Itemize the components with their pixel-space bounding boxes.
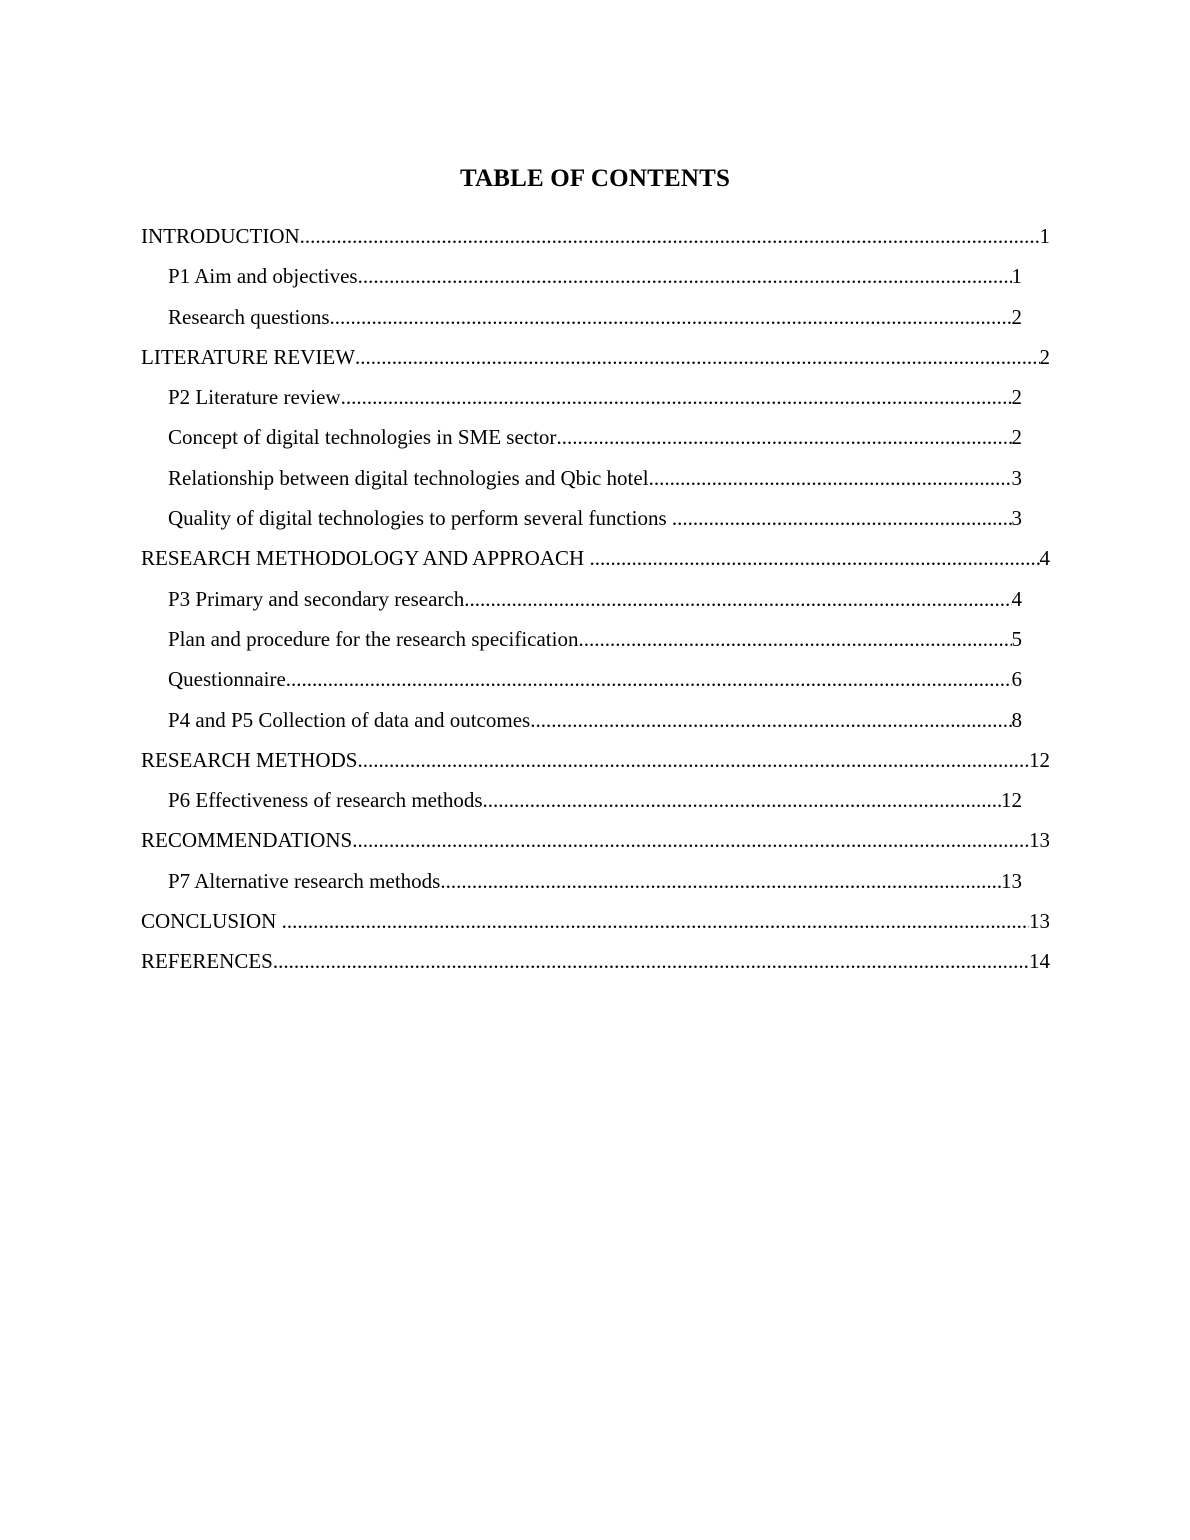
toc-entry-label: Relationship between digital technologies and Qbic hotel	[168, 465, 649, 490]
toc-entry-page: 3	[1011, 465, 1022, 490]
toc-entry[interactable]	[141, 216, 1050, 256]
toc-entry-label: P1 Aim and objectives	[168, 264, 358, 289]
toc-entry-label: P4 and P5 Collection of data and outcomes	[168, 707, 531, 732]
toc-entry[interactable]	[168, 256, 1022, 296]
toc-entry-label: RECOMMENDATIONS	[141, 828, 353, 853]
toc-leader-dots	[578, 619, 1011, 659]
toc-entry-label: P2 Literature review	[168, 385, 341, 410]
toc-entry[interactable]	[168, 417, 1022, 457]
toc-entry[interactable]	[141, 538, 1050, 578]
toc-entry[interactable]	[141, 820, 1050, 860]
toc-entry-page: 5	[1011, 626, 1022, 651]
toc-entry-page: 2	[1039, 344, 1050, 369]
toc-entry-label: Research questions	[168, 304, 330, 329]
toc-entry-label: RESEARCH METHODS	[141, 747, 358, 772]
toc-entry-label: REFERENCES	[141, 949, 273, 974]
toc-leader-dots	[352, 820, 1029, 860]
toc-leader-dots	[464, 579, 1011, 619]
toc-entry-page: 13	[1001, 868, 1022, 893]
toc-entry-label: INTRODUCTION	[141, 224, 300, 248]
toc-entry-page: 13	[1029, 909, 1050, 934]
toc-list	[141, 216, 1051, 982]
toc-entry[interactable]	[141, 337, 1050, 377]
toc-entry-label: Questionnaire	[168, 667, 286, 692]
toc-entry-page: 1	[1039, 224, 1050, 248]
toc-leader-dots	[649, 458, 1012, 498]
toc-entry-page: 4	[1011, 586, 1022, 611]
toc-entry-label: LITERATURE REVIEW	[141, 344, 356, 369]
toc-leader-dots	[341, 377, 1012, 417]
toc-leader-dots	[358, 256, 1012, 296]
toc-entry-page: 12	[1029, 747, 1050, 772]
toc-entry-page: 1	[1011, 264, 1022, 289]
toc-entry[interactable]	[168, 659, 1022, 699]
toc-entry[interactable]	[168, 700, 1022, 740]
toc-entry-label: RESEARCH METHODOLOGY AND APPROACH	[141, 546, 590, 571]
toc-leader-dots	[357, 740, 1029, 780]
toc-entry[interactable]	[168, 297, 1022, 337]
toc-entry-label: P3 Primary and secondary research	[168, 586, 465, 611]
toc-entry-page: 3	[1011, 506, 1022, 531]
toc-entry-label: P7 Alternative research methods	[168, 868, 441, 893]
toc-entry-label: Plan and procedure for the research specification	[168, 626, 579, 651]
toc-leader-dots	[672, 498, 1012, 538]
toc-leader-dots	[355, 337, 1039, 377]
toc-entry-page: 12	[1001, 788, 1022, 813]
toc-entry-page: 4	[1039, 546, 1050, 571]
toc-title: TABLE OF CONTENTS	[459, 165, 731, 192]
toc-entry[interactable]	[168, 579, 1022, 619]
toc-leader-dots	[300, 216, 1040, 256]
toc-entry-page: 2	[1011, 304, 1022, 329]
toc-leader-dots	[530, 700, 1011, 740]
toc-leader-dots	[440, 861, 1001, 901]
toc-entry[interactable]	[168, 780, 1022, 820]
toc-entry[interactable]	[141, 740, 1050, 780]
toc-entry[interactable]	[141, 941, 1050, 981]
toc-leader-dots	[556, 417, 1011, 457]
toc-leader-dots	[483, 780, 1001, 820]
toc-entry[interactable]	[168, 458, 1022, 498]
toc-entry[interactable]	[141, 901, 1050, 941]
toc-entry[interactable]	[168, 498, 1022, 538]
toc-leader-dots	[286, 659, 1012, 699]
toc-entry-page: 2	[1011, 385, 1022, 410]
toc-entry[interactable]	[168, 377, 1022, 417]
toc-entry-page: 8	[1011, 707, 1022, 732]
toc-entry-page: 14	[1029, 949, 1050, 974]
toc-entry-page: 2	[1011, 425, 1022, 450]
toc-entry-label: Quality of digital technologies to perform several functions	[168, 506, 672, 531]
toc-entry-label: P6 Effectiveness of research methods	[168, 788, 483, 813]
toc-leader-dots	[282, 901, 1029, 941]
toc-entry[interactable]	[168, 861, 1022, 901]
toc-entry-page: 6	[1011, 667, 1022, 692]
toc-entry-label: Concept of digital technologies in SME sector	[168, 425, 557, 450]
toc-entry[interactable]	[168, 619, 1022, 659]
toc-leader-dots	[273, 941, 1029, 981]
toc-leader-dots	[589, 538, 1039, 578]
toc-entry-label: CONCLUSION	[141, 909, 282, 934]
toc-leader-dots	[330, 297, 1012, 337]
toc-entry-page: 13	[1029, 828, 1050, 853]
